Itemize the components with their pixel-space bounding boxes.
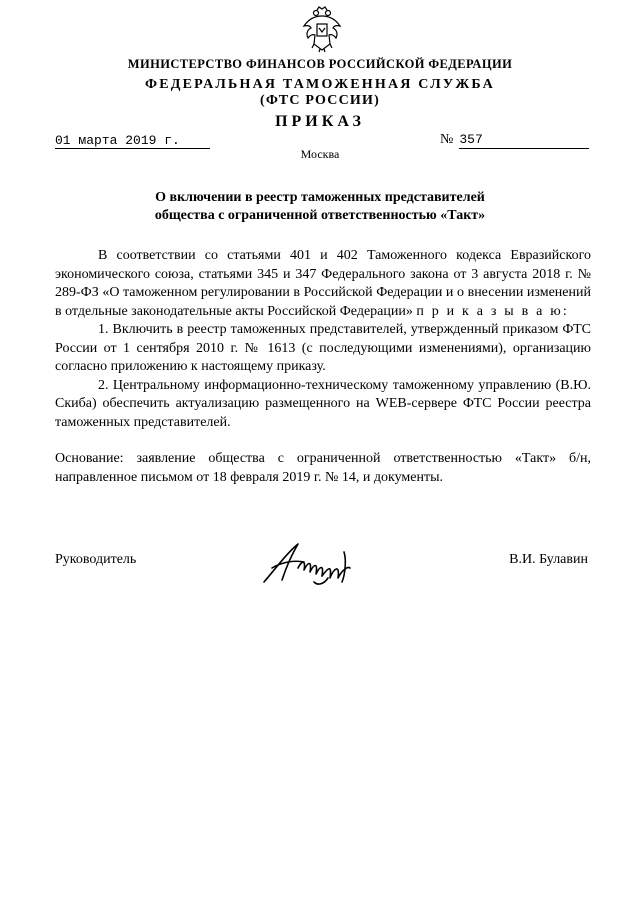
- number-label: №: [440, 132, 454, 147]
- intro-text: В соответствии со статьями 401 и 402 Таможенного кодекса Евразийского экономического союза, статьями 345 и 347 Федерального закона от 3 августа 2018 г. № 289-ФЗ «О таможенном регулировании в Российской Федерации и о внесении изменений в отдельные законодательные акты Российской Федерации»: [55, 248, 591, 319]
- service-heading: ФЕДЕРАЛЬНАЯ ТАМОЖЕННАЯ СЛУЖБА: [145, 77, 495, 92]
- document-type: ПРИКАЗ: [275, 113, 365, 130]
- coat-of-arms-icon: [300, 4, 344, 54]
- title-line-2: общества с ограниченной ответственностью «Такт»: [154, 208, 486, 223]
- title-line-1: О включении в реестр таможенных представителей: [155, 190, 485, 205]
- order-date: 01 марта 2019 г.: [55, 133, 210, 149]
- order-word: п р и к а з ы в а ю:: [416, 303, 569, 319]
- signer-name: В.И. Булавин: [509, 552, 588, 567]
- handwritten-signature: [258, 538, 364, 590]
- city: Москва: [300, 147, 340, 161]
- service-short-heading: (ФТС РОССИИ): [260, 93, 380, 108]
- item-1: 1. Включить в реестр таможенных представителей, утвержденный приказом ФТС России от 1 сентября 2010 г. № 1613 (с последующими изменениями), организацию согласно приложению к настоящему приказу.: [55, 322, 591, 374]
- signer-role: Руководитель: [55, 552, 137, 567]
- intro-paragraph: [55, 247, 591, 321]
- document-title: [0, 189, 640, 225]
- ministry-heading: МИНИСТЕРСТВО ФИНАНСОВ РОССИЙСКОЙ ФЕДЕРАЦИИ: [127, 57, 513, 71]
- item-2: 2. Центральному информационно-техническому таможенному управлению (В.Ю. Скиба) обеспечить актуализацию размещенного на WEB-сервере ФТС России реестра таможенных представителей.: [55, 377, 591, 430]
- document-body: [55, 247, 591, 487]
- number-value: 357: [459, 132, 589, 149]
- basis-paragraph: Основание: заявление общества с ограниченной ответственностью «Такт» б/н, направленное письмом от 18 февраля 2019 г. № 14, и документы.: [55, 451, 591, 485]
